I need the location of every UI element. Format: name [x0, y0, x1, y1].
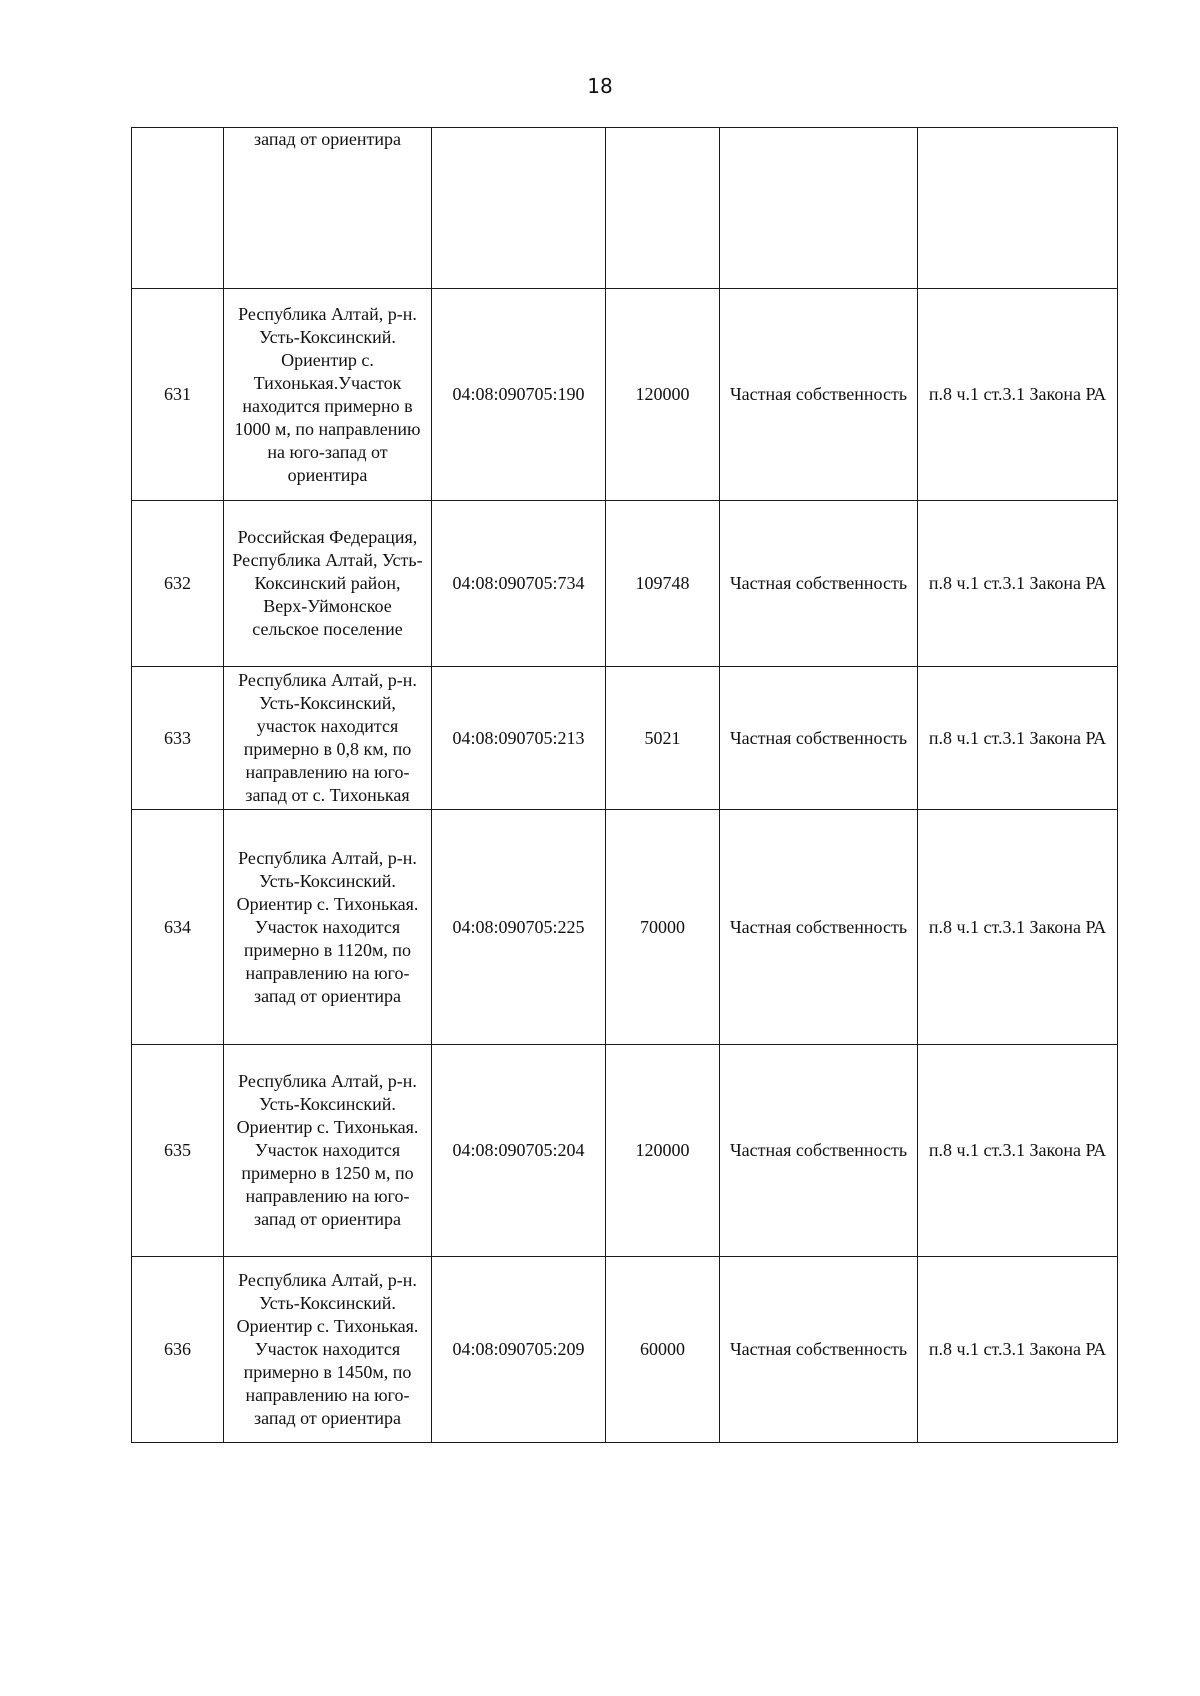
cell-cadastral-number: 04:08:090705:190	[432, 289, 606, 501]
cell-legal-basis: п.8 ч.1 ст.3.1 Закона РА	[918, 289, 1118, 501]
cell-number: 632	[132, 501, 224, 667]
page-number: 18	[587, 74, 613, 98]
cell-area: 120000	[606, 289, 720, 501]
cell-ownership	[720, 128, 918, 289]
cell-legal-basis: п.8 ч.1 ст.3.1 Закона РА	[918, 810, 1118, 1045]
cell-ownership: Частная собственность	[720, 501, 918, 667]
cell-area: 120000	[606, 1045, 720, 1257]
cell-cadastral-number: 04:08:090705:225	[432, 810, 606, 1045]
cell-legal-basis: п.8 ч.1 ст.3.1 Закона РА	[918, 501, 1118, 667]
cell-area: 60000	[606, 1257, 720, 1443]
table-row	[132, 1045, 1118, 1257]
cell-number: 633	[132, 667, 224, 810]
table-row-continuation	[132, 128, 1118, 289]
cell-location: Республика Алтай, р-н. Усть-Коксинский. Ориентир с. Тихонькая. Участок находится примерно в 1120м, по направлению на юго-запад от ориентира	[224, 810, 432, 1045]
cell-cadastral-number: 04:08:090705:213	[432, 667, 606, 810]
cell-legal-basis	[918, 128, 1118, 289]
land-plots-table	[131, 127, 1118, 1443]
cell-location: Республика Алтай, р-н. Усть-Коксинский, участок находится примерно в 0,8 км, по направлению на юго-запад от с. Тихонькая	[224, 667, 432, 810]
cell-number: 636	[132, 1257, 224, 1443]
cell-legal-basis: п.8 ч.1 ст.3.1 Закона РА	[918, 1045, 1118, 1257]
cell-area	[606, 128, 720, 289]
table-row	[132, 667, 1118, 810]
cell-number: 634	[132, 810, 224, 1045]
cell-location: запад от ориентира	[224, 128, 432, 289]
cell-cadastral-number	[432, 128, 606, 289]
cell-cadastral-number: 04:08:090705:204	[432, 1045, 606, 1257]
cell-number: 635	[132, 1045, 224, 1257]
cell-ownership: Частная собственность	[720, 289, 918, 501]
cell-location: Республика Алтай, р-н. Усть-Коксинский. Ориентир с. Тихонькая. Участок находится примерно в 1250 м, по направлению на юго-запад от ориентира	[224, 1045, 432, 1257]
cell-area: 109748	[606, 501, 720, 667]
table-row	[132, 1257, 1118, 1443]
cell-cadastral-number: 04:08:090705:734	[432, 501, 606, 667]
table-row	[132, 810, 1118, 1045]
cell-number	[132, 128, 224, 289]
cell-number: 631	[132, 289, 224, 501]
cell-area: 70000	[606, 810, 720, 1045]
table-row	[132, 289, 1118, 501]
cell-ownership: Частная собственность	[720, 1045, 918, 1257]
cell-location: Республика Алтай, р-н. Усть-Коксинский. Ориентир с. Тихонькая. Участок находится примерно в 1450м, по направлению на юго-запад от ориентира	[224, 1257, 432, 1443]
table-row	[132, 501, 1118, 667]
cell-ownership: Частная собственность	[720, 1257, 918, 1443]
cell-ownership: Частная собственность	[720, 810, 918, 1045]
cell-location: Республика Алтай, р-н. Усть-Коксинский. Ориентир с. Тихонькая.Участок находится примерно в 1000 м, по направлению на юго-запад от ориентира	[224, 289, 432, 501]
cell-legal-basis: п.8 ч.1 ст.3.1 Закона РА	[918, 1257, 1118, 1443]
cell-ownership: Частная собственность	[720, 667, 918, 810]
cell-legal-basis: п.8 ч.1 ст.3.1 Закона РА	[918, 667, 1118, 810]
cell-location: Российская Федерация, Республика Алтай, Усть-Коксинский район, Верх-Уймонское сельское поселение	[224, 501, 432, 667]
cell-cadastral-number: 04:08:090705:209	[432, 1257, 606, 1443]
cell-area: 5021	[606, 667, 720, 810]
